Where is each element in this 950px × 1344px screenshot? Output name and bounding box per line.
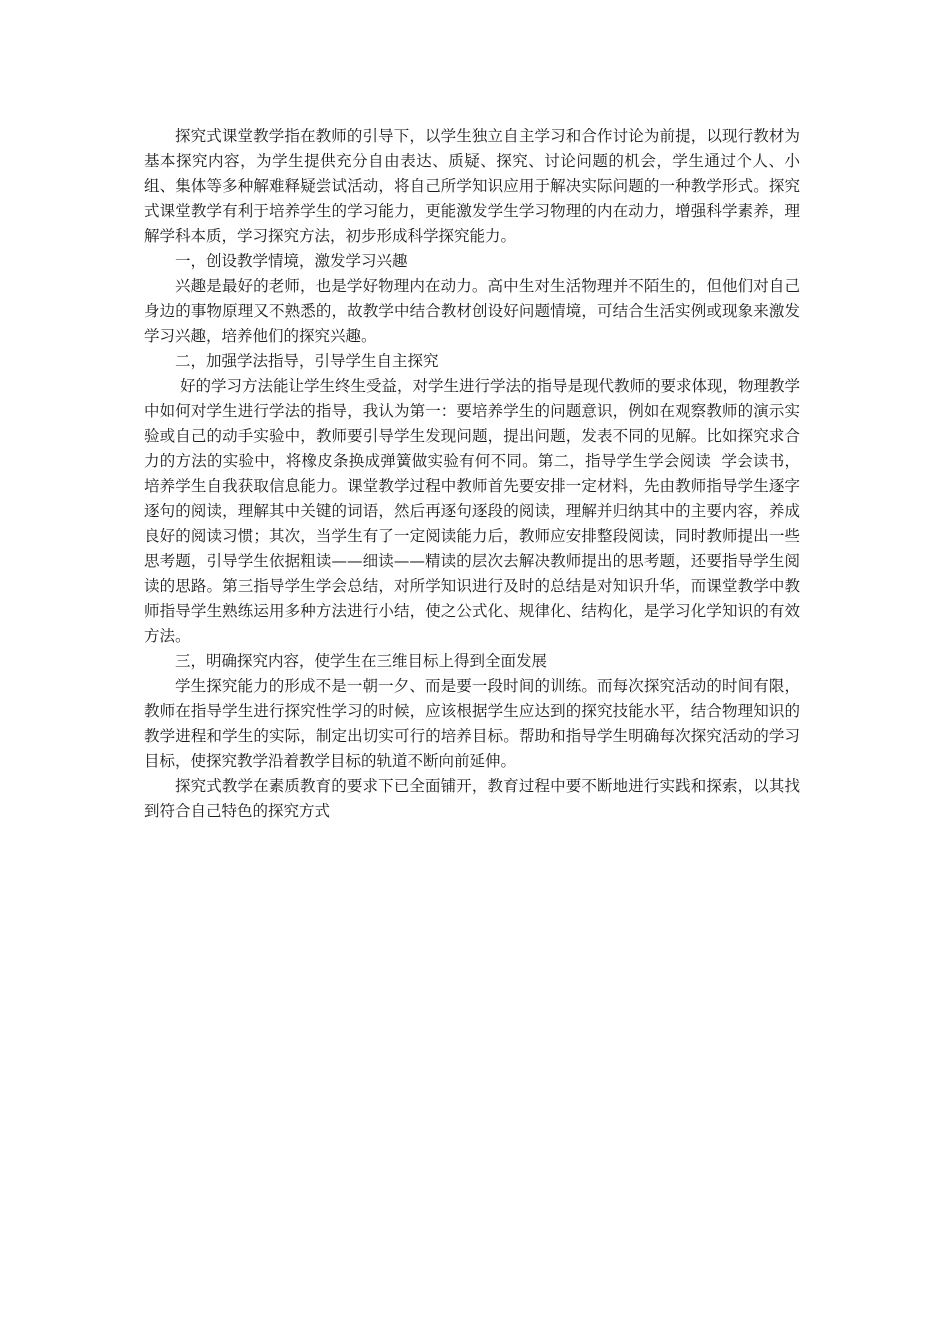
paragraph-section-3: 学生探究能力的形成不是一朝一夕、而是要一段时间的训练。而每次探究活动的时间有限，教师在指导学生进行探究性学习的时候，应该根据学生应达到的探究技能水平，结合物理知识的教学进程和学生的实际，制定出切实可行的培养目标。帮助和指导学生明确每次探究活动的学习目标，使探究教学沿着教学目标的轨道不断向前延伸。 xyxy=(144,677,800,770)
paragraph-section-2: 好的学习方法能让学生终生受益，对学生进行学法的指导是现代教师的要求体现，物理教学中如何对学生进行学法的指导，我认为第一：要培养学生的问题意识，例如在观察教师的演示实验或自己的动手实验中，教师要引导学生发现问题，提出问题，发表不同的见解。比如探究求合力的方法的实验中，将橡皮条换成弹簧做实验有何不同。第二，指导学生学会阅读 学会读书，培养学生自我获取信息能力。课堂教学过程中教师首先要安排一定材料，先由教师指导学生逐字逐句的阅读，理解其中关键的词语，然后再逐句逐段的阅读，理解并归纳其中的主要内容，养成良好的阅读习惯；其次，当学生有了一定阅读能力后，教师应安排整段阅读，同时教师提出一些思考题，引导学生依据粗读——细读——精读的层次去解决教师提出的思考题，还要指导学生阅读的思路。第三指导学生学会总结，对所学知识进行及时的总结是对知识升华，而课堂教学中教师指导学生熟练运用多种方法进行小结，使之公式化、规律化、结构化，是学习化学知识的有效方法。 xyxy=(144,377,800,645)
document-body xyxy=(144,124,800,824)
paragraph-intro: 探究式课堂教学指在教师的引导下，以学生独立自主学习和合作讨论为前提，以现行教材为基本探究内容，为学生提供充分自由表达、质疑、探究、讨论问题的机会，学生通过个人、小组、集体等多种解难释疑尝试活动，将自己所学知识应用于解决实际问题的一种教学形式。探究式课堂教学有利于培养学生的学习能力，更能激发学生学习物理的内在动力，增强科学素养，理解学科本质，学习探究方法，初步形成科学探究能力。 xyxy=(144,127,800,245)
section-heading-3: 三，明确探究内容，使学生在三维目标上得到全面发展 xyxy=(175,652,548,670)
section-heading-1: 一，创设教学情境，激发学习兴趣 xyxy=(175,252,408,270)
paragraph-section-1: 兴趣是最好的老师，也是学好物理内在动力。高中生对生活物理并不陌生的，但他们对自己身边的事物原理又不熟悉的，故教学中结合教材创设好问题情境，可结合生活实例或现象来激发学习兴趣，培养他们的探究兴趣。 xyxy=(144,277,800,345)
paragraph-conclusion: 探究式教学在素质教育的要求下已全面铺开，教育过程中要不断地进行实践和探索，以其找到符合自己特色的探究方式 xyxy=(144,777,800,820)
section-heading-2: 二，加强学法指导，引导学生自主探究 xyxy=(175,352,439,370)
